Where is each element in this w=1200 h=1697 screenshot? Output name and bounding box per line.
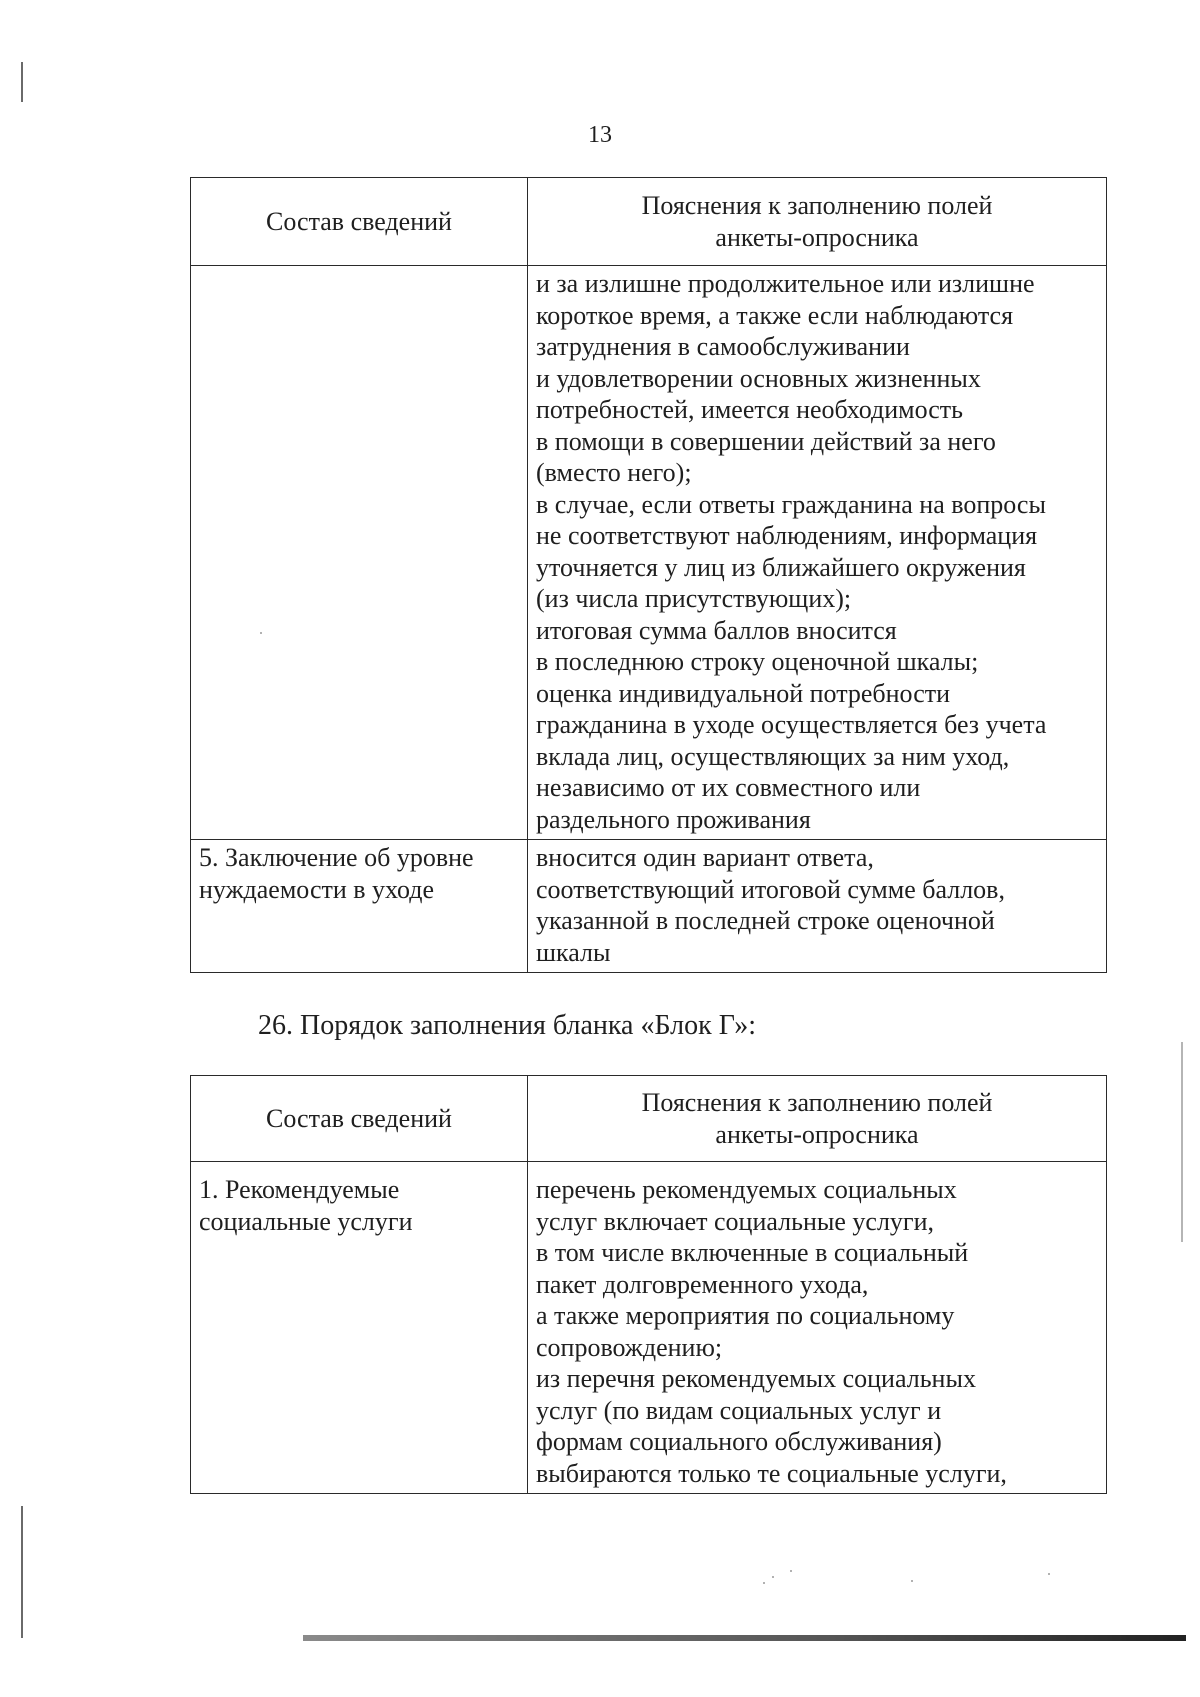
cell-text-line: нуждаемости в уходе [199,874,435,904]
cell-text-line: формам социального обслуживания) [536,1427,942,1456]
cell-text-line: короткое время, а также если наблюдаются [536,300,1014,330]
cell-text-line: в случае, если ответы гражданина на вопросы [536,489,1046,519]
cell-text-line: вносится один вариант ответа, [536,843,874,872]
table-explanations-2 [190,1075,1107,1494]
cell-explanation [528,1162,1107,1494]
cell-text-line: и за излишне продолжительное или излишне [536,269,1035,298]
cell-composition [191,1162,528,1494]
cell-text-line: уточняется у лиц из ближайшего окружения [536,552,1026,582]
cell-text-line: 5. Заключение об уровне [199,843,474,872]
cell-text-line: итоговая сумма баллов вносится [536,615,897,645]
cell-text-line: в том числе включенные в социальный [536,1238,969,1267]
cell-text-line: в последнюю строку оценочной шкалы; [536,647,979,676]
table-header-row [191,1076,1107,1162]
cell-text-line: перечень рекомендуемых социальных [536,1175,957,1204]
scan-speck [763,1582,765,1584]
cell-text-line: затруднения в самообслуживании [536,332,910,361]
header-cell-explanations [528,178,1107,266]
cell-composition [191,840,528,973]
cell-text-line: услуг (по видам социальных услуг и [536,1395,942,1425]
cell-text-line: независимо от их совместного или [536,773,921,802]
header-label: Состав сведений [266,1103,452,1133]
header-cell-composition [191,1076,528,1162]
cell-composition [191,266,528,840]
cell-text-line: не соответствуют наблюдениям, информация [536,521,1038,550]
cell-text-line: услуг включает социальные услуги, [536,1206,934,1236]
cell-text-line: и удовлетворении основных жизненных [536,363,981,393]
cell-text-line: (вместо него); [536,458,692,487]
cell-text-line: из перечня рекомендуемых социальных [536,1364,976,1393]
cell-text-line: (из числа присутствующих); [536,584,852,613]
table-header-row [191,178,1107,266]
table-row [191,1162,1107,1494]
scan-speck [1048,1573,1050,1575]
scan-speck [911,1580,913,1582]
table-explanations-1 [190,177,1107,973]
scan-speck [772,1576,774,1578]
cell-text-line: шкалы [536,937,611,967]
scan-edge-mark-right [1181,1042,1183,1242]
header-label: Пояснения к заполнению полей [641,191,993,220]
header-cell-explanations [528,1076,1107,1162]
cell-text-line: социальные услуги [199,1206,413,1236]
page-number: 13 [588,122,612,148]
cell-text-line: вклада лиц, осуществляющих за ним уход, [536,741,1010,771]
table-row [191,840,1107,973]
cell-text-line: раздельного проживания [536,804,811,834]
cell-text-line: в помощи в совершении действий за него [536,426,996,456]
cell-text-line: 1. Рекомендуемые [199,1175,400,1204]
cell-text-line: выбираются только те социальные услуги, [536,1458,1007,1488]
header-label: Состав сведений [266,206,452,236]
scan-edge-mark-top [21,62,23,102]
header-label: анкеты-опросника [715,1119,919,1149]
header-cell-composition [191,178,528,266]
cell-explanation [528,840,1107,973]
cell-text-line: пакет долговременного ухода, [536,1269,869,1299]
cell-text-line: а также мероприятия по социальному [536,1301,955,1330]
cell-text-line: указанной в последней строке оценочной [536,906,995,935]
bottom-scan-rule [303,1635,1186,1641]
cell-text-line: соответствующий итоговой сумме баллов, [536,874,1005,904]
cell-text-line: оценка индивидуальной потребности [536,678,951,708]
scan-edge-mark-bottom [21,1506,23,1638]
cell-text-line: сопровождению; [536,1332,723,1362]
table-row [191,266,1107,840]
header-label: анкеты-опросника [715,222,919,252]
scan-speck [790,1570,792,1572]
cell-text-line: гражданина в уходе осуществляется без учета [536,710,1047,739]
section-heading: 26. Порядок заполнения бланка «Блок Г»: [258,1010,757,1041]
header-label: Пояснения к заполнению полей [641,1088,993,1117]
cell-text-line: потребностей, имеется необходимость [536,395,964,424]
cell-explanation [528,266,1107,840]
